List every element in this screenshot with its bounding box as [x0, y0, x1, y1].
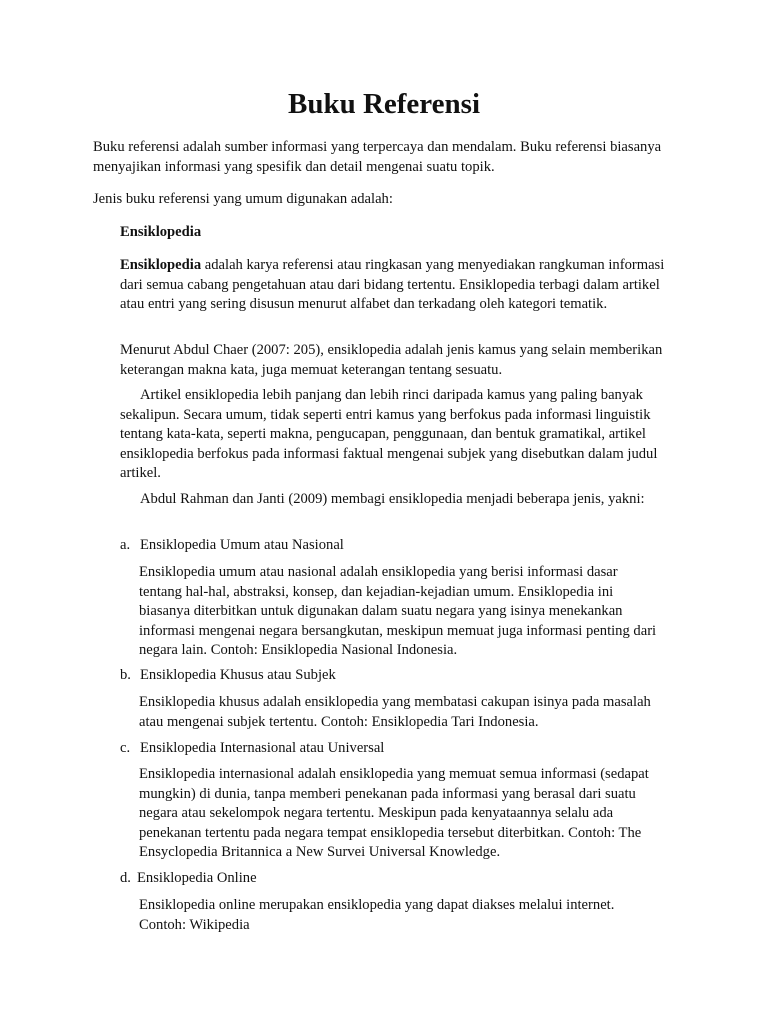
list-item-body: Ensiklopedia online merupakan ensiklopedia yang dapat diakses melalui internet. Contoh: Wikipedia [139, 897, 615, 933]
list-item-label [120, 739, 640, 759]
types-division-paragraph: Abdul Rahman dan Janti (2009) membagi ensiklopedia menjadi beberapa jenis, yakni: [140, 491, 645, 507]
list-item-label [120, 536, 640, 556]
list-item-body: Ensiklopedia umum atau nasional adalah ensiklopedia yang berisi informasi dasar tentang hal-hal, abstraksi, konsep, dan kejadian-kejadian umum. Ensiklopedia ini biasanya diterbitkan untuk digunakan dalam suatu negara yang isinya menekankan informasi mengenai negara bersangkutan, meskipun memuat juga informasi penting dari negara lain. Contoh: Ensiklopedia Nasional Indonesia. [139, 564, 657, 658]
list-marker: d. [120, 870, 131, 886]
list-item-label [120, 666, 640, 686]
list-marker: c. [120, 740, 131, 756]
list-item-title: Ensiklopedia Online [137, 870, 257, 886]
intro-paragraph: Buku referensi adalah sumber informasi yang terpercaya dan mendalam. Buku referensi biasanya menyajikan informasi yang spesifik dan detail mengenai suatu topik. [93, 139, 662, 175]
term-bold: Ensiklopedia [120, 257, 202, 273]
list-item-body: Ensiklopedia khusus adalah ensiklopedia yang membatasi cakupan isinya pada masalah atau mengenai subjek tertentu. Contoh: Ensiklopedia Tari Indonesia. [139, 694, 651, 730]
list-item-body: Ensiklopedia internasional adalah ensiklopedia yang memuat semua informasi (sedapat mungkin) di dunia, tanpa memberi penekanan pada informasi yang berasal dari suatu negara atau sekelompok negara tertentu. Meskipun pada kenyataannya selalu ada penekanan tertentu pada negara tempat ensiklopedia tersebut diterbitkan. Contoh: The Ensyclopedia Britannica a New Survei Universal Knowledge. [139, 766, 649, 860]
section-heading: Ensiklopedia [120, 224, 202, 240]
list-item-title: Ensiklopedia Internasional atau Universal [140, 740, 385, 756]
page-title: Buku Referensi [287, 88, 480, 120]
list-item-label [120, 869, 640, 889]
list-marker: a. [120, 537, 131, 553]
list-marker: b. [120, 667, 131, 683]
definition-text: adalah karya referensi atau ringkasan yang menyediakan rangkuman informasi dari semua cabang pengetahuan atau dari bidang tertentu. Ensiklopedia terbagi dalam artikel atau entri yang sering disusun menurut alfabet dan terkadang oleh kategori tematik. [120, 257, 665, 312]
list-item-title: Ensiklopedia Umum atau Nasional [140, 537, 344, 553]
article-comparison-paragraph: Artikel ensiklopedia lebih panjang dan lebih rinci daripada kamus yang paling banyak sekalipun. Secara umum, tidak seperti entri kamus yang berfokus pada informasi linguistik tentang kata-kata, seperti makna, pengucapan, penggunaan, dan bentuk gramatikal, artikel ensiklopedia berfokus pada informasi faktual mengenai subjek yang disebutkan dalam judul artikel. [120, 387, 658, 481]
list-item-title: Ensiklopedia Khusus atau Subjek [140, 667, 336, 683]
ensiklopedia-definition-paragraph [120, 256, 665, 315]
types-intro-paragraph: Jenis buku referensi yang umum digunakan adalah: [93, 191, 393, 207]
abdul-chaer-paragraph: Menurut Abdul Chaer (2007: 205), ensiklopedia adalah jenis kamus yang selain memberikan keterangan makna kata, juga memuat keterangan tentang sesuatu. [120, 342, 663, 378]
